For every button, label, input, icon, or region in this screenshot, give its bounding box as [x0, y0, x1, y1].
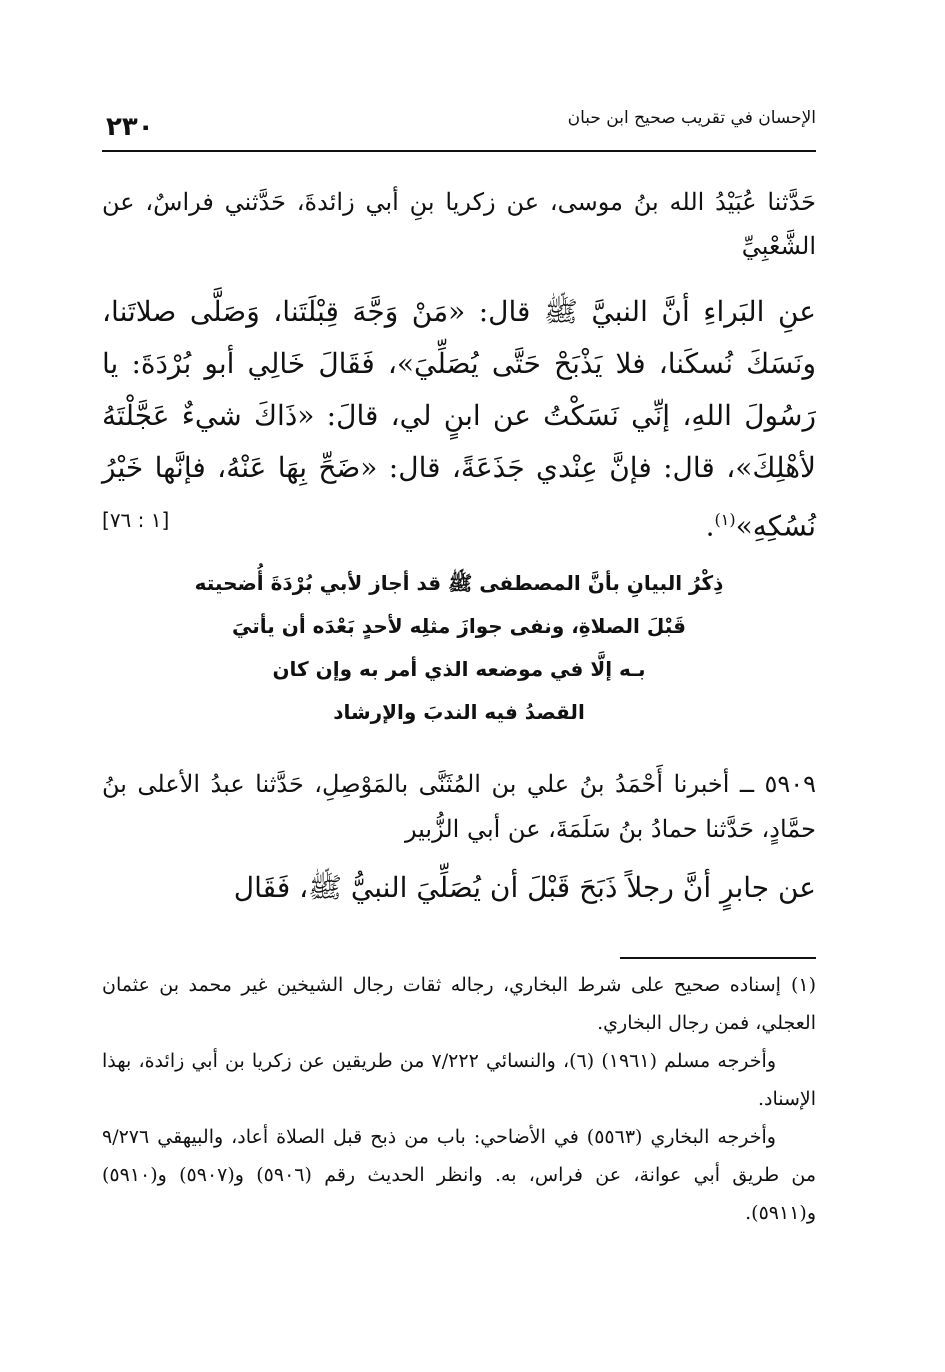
chapter-heading — [102, 562, 816, 734]
chapter-heading-line: القصدُ فيه الندبَ والإرشاد — [333, 700, 585, 724]
footnote-marker: (١) — [714, 510, 736, 529]
matn-end-punctuation: . — [705, 509, 715, 543]
page-number: ٢٣٠ — [106, 112, 154, 142]
footnote-text: إسناده صحيح على شرط البخاري، رجاله ثقات رجال الشيخين غير محمد بن عثمان العجلي، فمن رجال البخاري. — [102, 974, 816, 1034]
isnad-paragraph: حَدَّثنا عُبَيْدُ الله بنُ موسى، عن زكريا بنِ أبي زائدةَ، حَدَّثني فراسٌ، عن الشَّعْبِيِّ — [102, 188, 816, 260]
footnote-separator — [620, 957, 816, 959]
book-title: الإحسان في تقريب صحيح ابن حبان — [567, 108, 816, 128]
matn-paragraph — [102, 286, 816, 552]
book-page — [102, 100, 816, 1300]
chapter-heading-line: قَبْلَ الصلاةِ، ونفى جوازَ مثلِه لأحدٍ بَعْدَه أن يأتيَ — [232, 614, 686, 638]
footnote-paragraph: وأخرجه مسلم (١٩٦١) (٦)، والنسائي ٧/٢٢٢ من طريقين عن زكريا بن أبي زائدة، بهذا الإسناد. — [102, 1050, 816, 1110]
footnote-number: (١) — [790, 974, 816, 996]
footnote-paragraph: وأخرجه البخاري (٥٥٦٣) في الأضاحي: باب من ذبح قبل الصلاة أعاد، والبيهقي ٩/٢٧٦ من طريق أبي عوانة، عن فراس، به. وانظر الحديث رقم (٥٩٠٦) و(٥٩٠٧) و(٥٩١٠) و(٥٩١١). — [102, 1126, 817, 1224]
header-rule — [102, 150, 816, 152]
chapter-heading-line: ذِكْرُ البيانِ بأنَّ المصطفى ﷺ قد أجاز لأبي بُرْدَةَ أُضحيته — [194, 571, 724, 595]
hadith-reference: [١ : ٧٦] — [102, 508, 170, 532]
hadith-matn: عن جابرٍ أنَّ رجلاً ذَبَحَ قَبْلَ أن يُصَلِّيَ النبيُّ ﷺ، فَقَال — [233, 871, 816, 904]
chapter-heading-line: بـه إلَّا في موضعه الذي أمر به وإن كان — [272, 657, 646, 681]
matn-text: عنِ البَراءِ أنَّ النبيَّ ﷺ قال: «مَنْ وَجَّهَ قِبْلَتَنا، وَصَلَّى صلاتَنا، ونَسَكَ نُسكَنا، فلا يَذْبَحْ حَتَّى يُصَلِّيَ»، فَقَالَ خَالِي أبو بُرْدَةَ: يا رَسُولَ اللهِ، إنِّي نَسَكْتُ عن ابنٍ لي، قالَ: «ذَاكَ شيءٌ عَجَّلْتَهُ لأهْلِكَ»، قال: فإنَّ عِنْدي جَذَعَةً، قال: «ضَحِّ بِهَا عَنْهُ، فإنَّها خَيْرُ نُسُكِهِ» — [102, 295, 816, 543]
footnote-paragraph — [102, 966, 816, 1042]
running-head — [102, 100, 816, 148]
footnotes — [102, 966, 816, 1232]
hadith-isnad: ٥٩٠٩ ــ أخبرنا أَحْمَدُ بنُ علي بن المُثَنَّى بالمَوْصِلِ، حَدَّثنا عبدُ الأعلى بنُ حمَّادٍ، حَدَّثنا حمادُ بنُ سَلَمَةَ، عن أبي الزُّبير — [102, 770, 816, 843]
